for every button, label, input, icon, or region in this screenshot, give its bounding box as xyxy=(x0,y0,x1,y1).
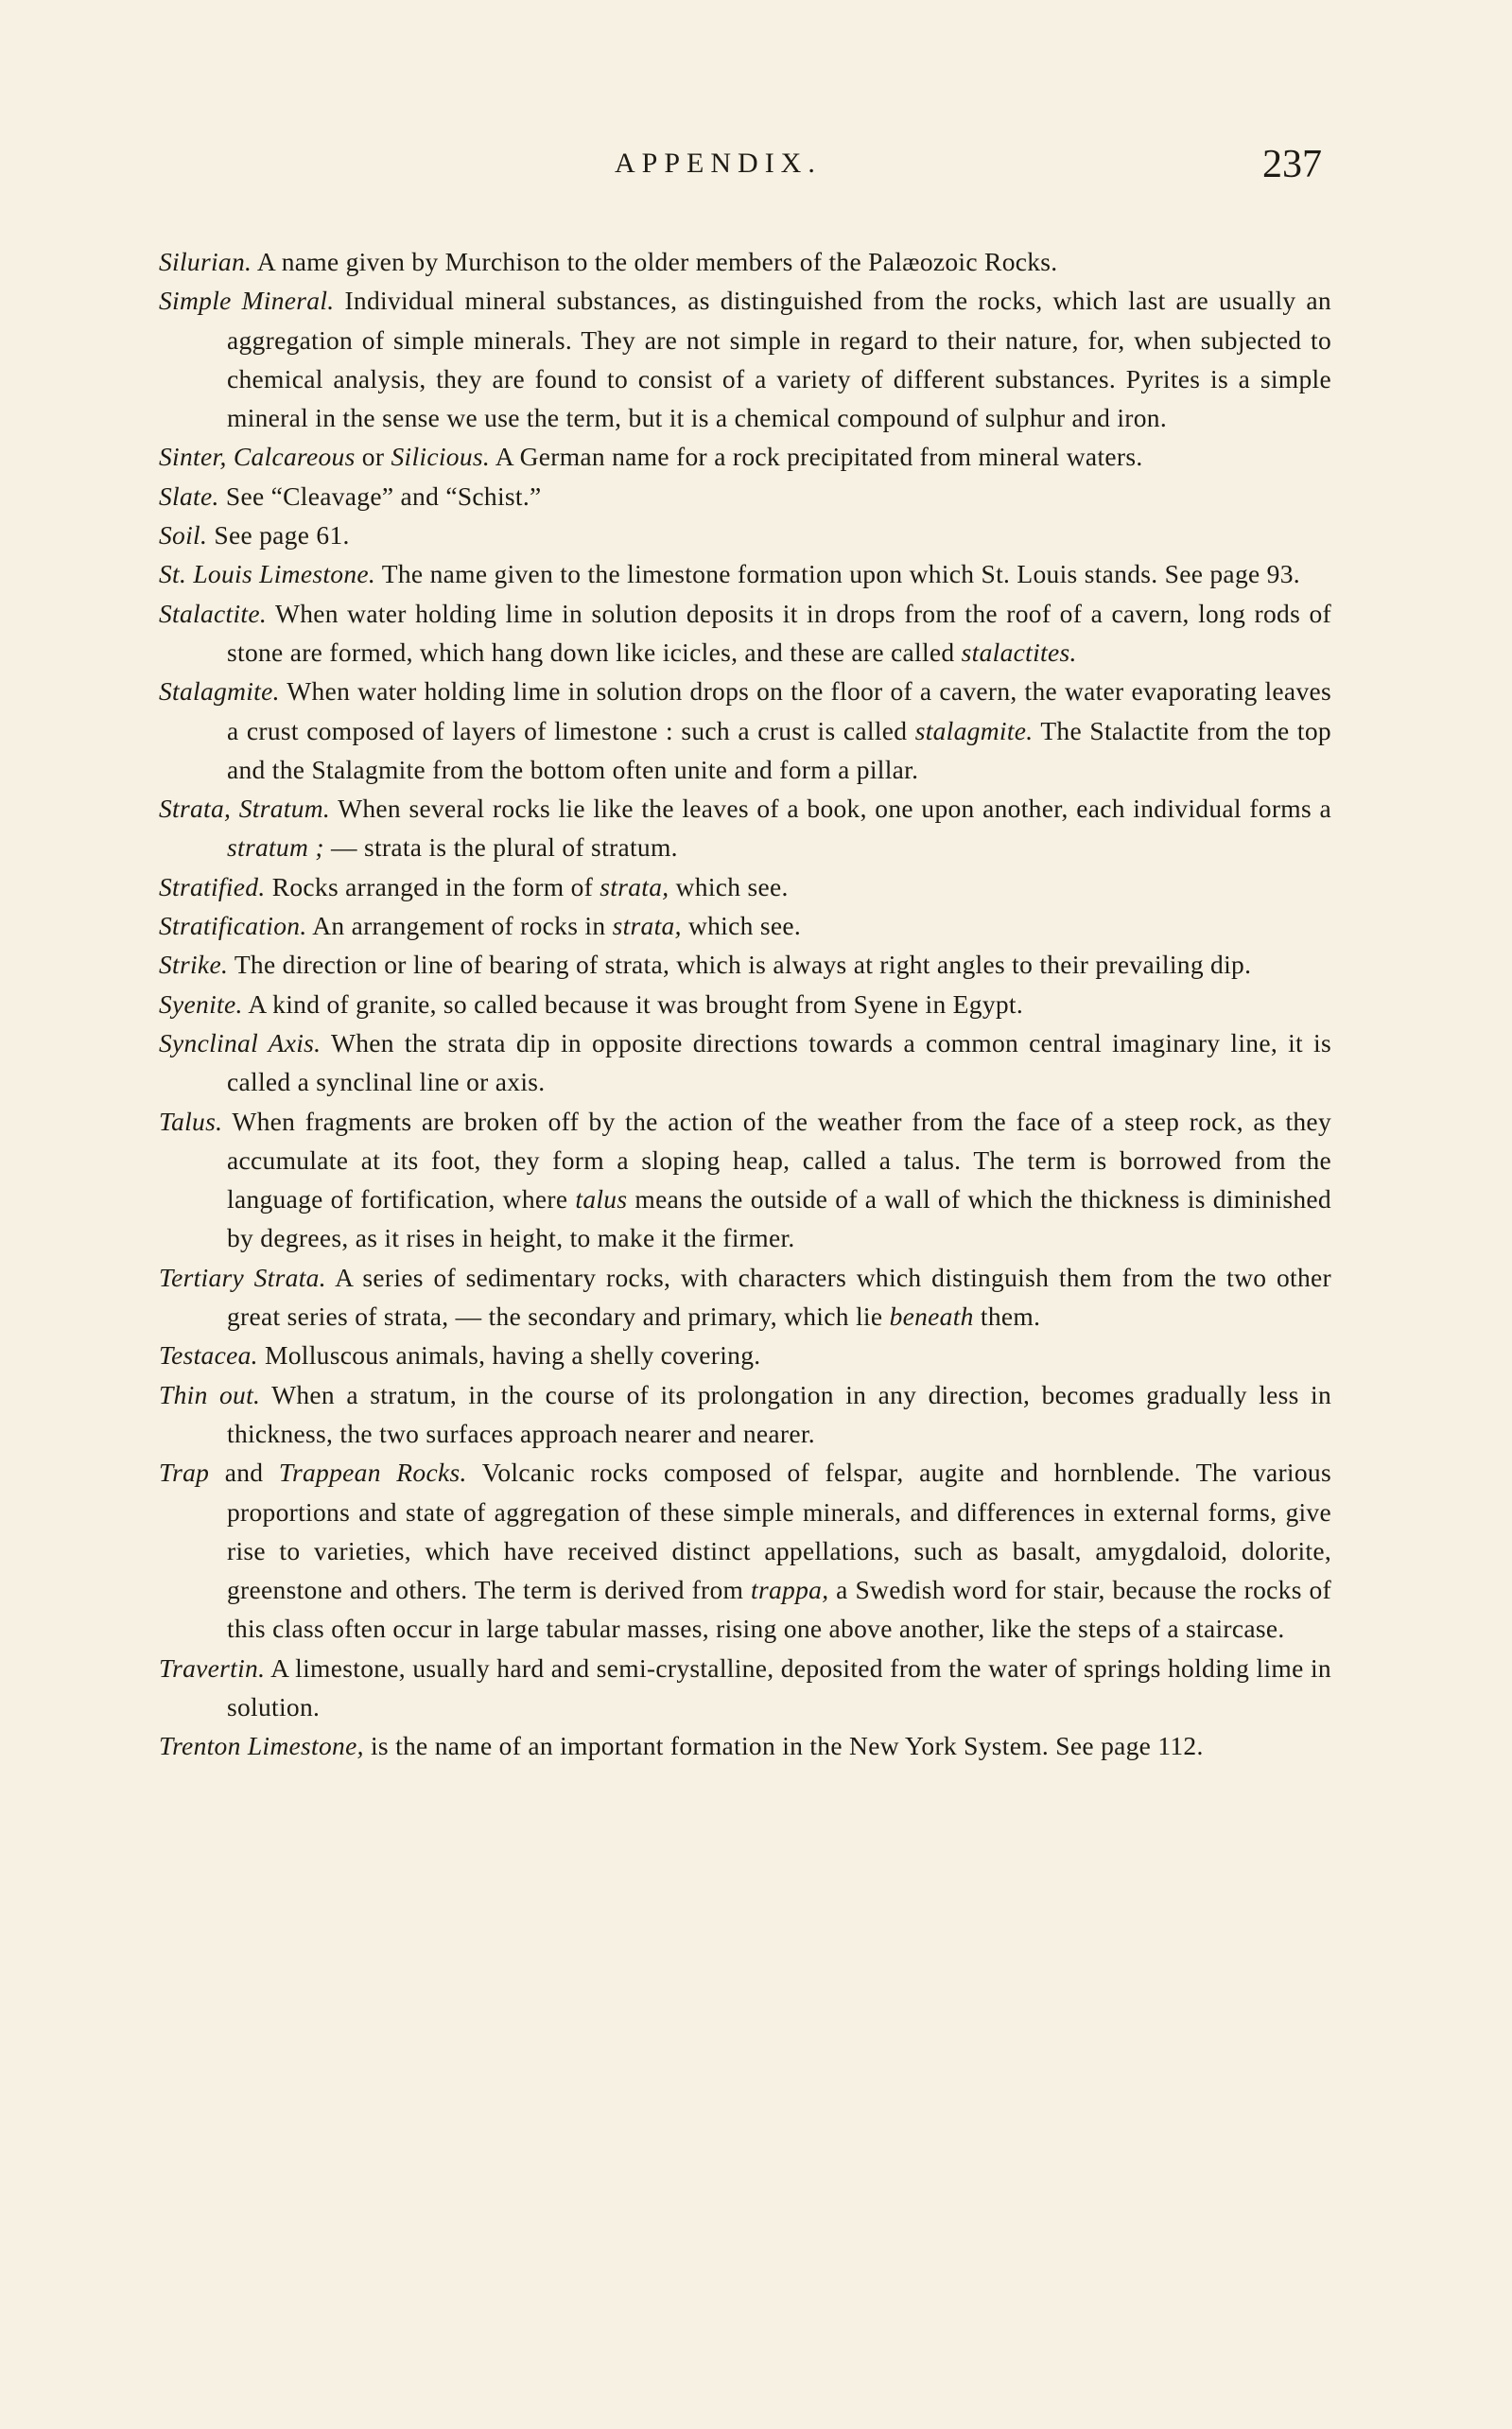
entry-emphasis: beneath xyxy=(889,1302,974,1332)
entry-emphasis: stalagmite. xyxy=(914,715,1034,745)
entry-term: Stratified. xyxy=(159,871,266,901)
entry-definition: See page 61. xyxy=(214,520,350,550)
entry-definition: A German name for a rock precipitated from mineral waters. xyxy=(495,442,1143,472)
entry-definition: Individual mineral substances, as distinguished from the rocks, which last are usually an aggregation of simple minerals. They are not simple in regard to their nature, for, when subjected to chemical analysis, they are found to consist of a variety of different substances. Pyrites is a simple mineral in the sense we use the term, but it is a chemical compound of sulphur and iron. xyxy=(227,286,1331,433)
entry-connector: or xyxy=(361,442,385,472)
entry-term: Stalagmite. xyxy=(159,676,280,707)
entry-definition: When fragments are broken off by the action of the weather from the face of a steep rock, as they accumulate at its foot, they form a sloping heap, called a talus. The term is borrowed from the language of fortification, where xyxy=(227,1106,1331,1214)
glossary-entry xyxy=(159,945,1331,984)
entry-term: Synclinal Axis. xyxy=(159,1027,322,1057)
entry-emphasis: stalactites. xyxy=(961,637,1077,667)
entry-definition: them. xyxy=(980,1302,1041,1332)
entry-term: Tertiary Strata. xyxy=(159,1262,326,1292)
glossary-entry xyxy=(159,594,1331,673)
entry-definition: Volcanic rocks composed of felspar, augite and hornblende. The various proportions and state of aggregation of these simple minerals, and differences in external forms, give rise to varieties, which have received distinct appellations, such as basalt, amygdaloid, dolorite, greenstone and others. The term is derived from xyxy=(227,1458,1331,1605)
entry-definition: The name given to the limestone formation upon which St. Louis stands. See page 93. xyxy=(381,559,1300,589)
entry-term: Thin out. xyxy=(159,1379,261,1409)
entry-term: Trappean Rocks. xyxy=(278,1458,467,1488)
entry-term: Calcareous xyxy=(233,442,356,472)
running-title: APPENDIX. xyxy=(615,148,822,179)
entry-definition: A limestone, usually hard and semi-crystalline, deposited from the water of springs holding lime in solution. xyxy=(227,1652,1331,1721)
entry-definition: A series of sedimentary rocks, with characters which distinguish them from the two other great series of strata, — the secondary and primary, which lie xyxy=(227,1262,1331,1332)
entry-definition: which see. xyxy=(687,911,802,941)
entry-term: Trenton Limestone, xyxy=(159,1731,364,1761)
glossary-entry xyxy=(159,1453,1331,1648)
glossary-entry xyxy=(159,281,1331,437)
entry-term: Soil. xyxy=(159,520,208,550)
entry-term: Stalactite. xyxy=(159,598,268,628)
entry-definition: When water holding lime in solution deposits it in drops from the roof of a cavern, long rods of stone are formed, which hang down like icicles, and these are called xyxy=(227,598,1331,667)
entry-term: Sinter, xyxy=(159,442,227,472)
entry-definition: The direction or line of bearing of strata, which is always at right angles to their prevailing dip. xyxy=(234,950,1252,980)
entry-term: Trap xyxy=(159,1458,210,1488)
glossary-entry xyxy=(159,437,1331,476)
entry-definition: A name given by Murchison to the older members of the Palæozoic Rocks. xyxy=(256,247,1058,276)
entry-definition: is the name of an important formation in the New York System. See page 112. xyxy=(370,1731,1204,1761)
glossary-entry xyxy=(159,1102,1331,1258)
entry-term: Simple Mineral. xyxy=(159,286,335,316)
entry-definition: a Swedish word for stair, because the rocks of this class often occur in large tabular masses, rising one above another, like the steps of a staircase. xyxy=(227,1575,1331,1644)
entry-connector: and xyxy=(224,1458,264,1488)
glossary-entry xyxy=(159,1649,1331,1727)
entry-emphasis: stratum ; xyxy=(227,832,324,863)
glossary-entry xyxy=(159,1023,1331,1102)
glossary-entry xyxy=(159,554,1331,593)
entry-term: St. Louis Limestone. xyxy=(159,559,376,589)
glossary-entry xyxy=(159,1258,1331,1337)
running-head xyxy=(0,142,1512,199)
entry-definition: An arrangement of rocks in xyxy=(312,911,606,941)
entry-definition: When several rocks lie like the leaves of a book, one upon another, each individual forms a xyxy=(338,794,1331,824)
entry-definition: When water holding lime in solution drops on the floor of a cavern, the water evaporating leaves a crust composed of layers of limestone : such a crust is called xyxy=(227,676,1331,745)
entry-emphasis: strata, xyxy=(612,911,682,941)
entry-term: Syenite. xyxy=(159,988,243,1019)
glossary-entry xyxy=(159,867,1331,906)
glossary-entry xyxy=(159,906,1331,945)
glossary-entry xyxy=(159,477,1331,516)
entry-emphasis: talus xyxy=(575,1184,628,1214)
glossary-entry xyxy=(159,1726,1331,1765)
entry-term: Talus. xyxy=(159,1106,223,1136)
glossary-entry xyxy=(159,1336,1331,1374)
glossary-entries xyxy=(159,242,1331,1766)
entry-emphasis: strata, xyxy=(600,871,669,901)
entry-definition: means the outside of a wall of which the thickness is diminished by degrees, as it rises in height, to make it the firmer. xyxy=(227,1184,1331,1253)
entry-definition: Rocks arranged in the form of xyxy=(271,871,594,901)
entry-definition: A kind of granite, so called because it was brought from Syene in Egypt. xyxy=(248,988,1024,1019)
entry-term: Slate. xyxy=(159,481,219,511)
entry-definition: which see. xyxy=(675,871,789,901)
glossary-entry xyxy=(159,672,1331,789)
entry-definition: The Stalactite from the top and the Stalagmite from the bottom often unite and form a pillar. xyxy=(227,715,1331,784)
entry-term: Strike. xyxy=(159,950,229,980)
glossary-entry xyxy=(159,516,1331,554)
entry-definition: When a stratum, in the course of its prolongation in any direction, becomes gradually less in thickness, the two surfaces approach nearer and nearer. xyxy=(227,1379,1331,1448)
glossary-entry xyxy=(159,1375,1331,1454)
entry-emphasis: trappa, xyxy=(751,1575,829,1605)
entry-term: Travertin. xyxy=(159,1652,266,1683)
entry-term: Silicious. xyxy=(391,442,491,472)
entry-term: Stratification. xyxy=(159,911,307,941)
entry-definition: — strata is the plural of stratum. xyxy=(330,832,678,863)
entry-term: Testacea. xyxy=(159,1340,258,1371)
entry-definition: When the strata dip in opposite directions towards a common central imaginary line, it is called a synclinal line or axis. xyxy=(227,1027,1332,1097)
entry-term: Silurian. xyxy=(159,247,252,276)
entry-definition: Molluscous animals, having a shelly covering. xyxy=(265,1340,761,1371)
page-number: 237 xyxy=(1262,143,1322,186)
glossary-entry xyxy=(159,242,1331,281)
entry-definition: See “Cleavage” and “Schist.” xyxy=(225,481,542,511)
entry-term: Strata, Stratum. xyxy=(159,794,331,824)
glossary-entry xyxy=(159,985,1331,1023)
glossary-entry xyxy=(159,789,1331,867)
